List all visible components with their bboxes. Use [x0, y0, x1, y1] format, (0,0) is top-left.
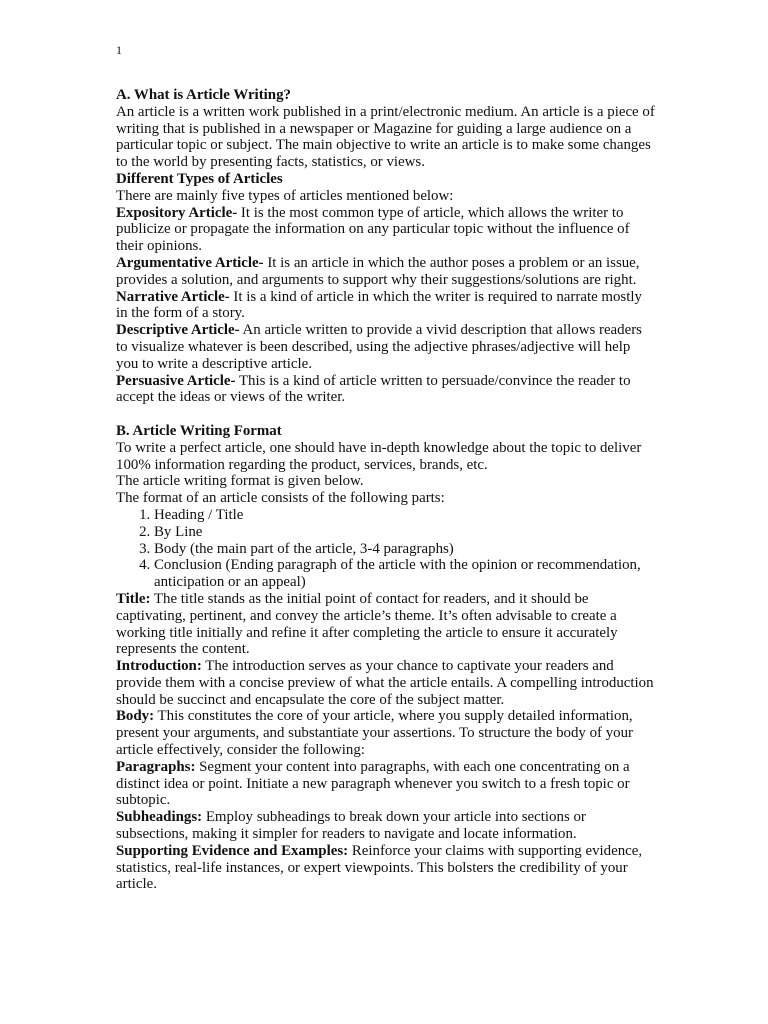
type-descriptive: Descriptive Article- An article written to provide a vivid description that allows readers to visualize whatever is been described, using the adjective phrases/adjective will help you to write a descriptive article.	[116, 322, 642, 372]
section-spacer	[116, 406, 656, 423]
page-number: 1	[116, 43, 122, 57]
definition-subheadings: Subheadings: Employ subheadings to break down your article into sections or subsections, making it simpler for readers to navigate and locate information.	[116, 809, 586, 843]
section-b-heading: B. Article Writing Format	[116, 422, 282, 439]
type-persuasive: Persuasive Article- This is a kind of article written to persuade/convince the reader to accept the ideas or views of the writer.	[116, 372, 631, 406]
section-a-intro: An article is a written work published in a print/electronic medium. An article is a piece of writing that is published in a newspaper or Magazine for guiding a large audience on a particular topic or subject. The main objective to write an article is to make some changes to the world by presenting facts, statistics, or views.	[116, 103, 655, 171]
type-expository: Expository Article- It is the most common type of article, which allows the writer to publicize or propagate the information on any particular topic without the influence of their opinions.	[116, 204, 630, 255]
types-intro: There are mainly five types of articles mentioned below:	[116, 187, 454, 204]
definition-body: Body: This constitutes the core of your article, where you supply detailed information, present your arguments, and substantiate your assertions. To structure the body of your article effectively, consider the following:	[116, 708, 633, 759]
definition-title: Title: The title stands as the initial point of contact for readers, and it should be captivating, pertinent, and convey the article’s theme. It’s often advisable to create a working title initially and refine it after completing the article to ensure it accurately represents the content.	[116, 590, 618, 658]
document-body	[116, 87, 656, 893]
types-heading: Different Types of Articles	[116, 170, 283, 187]
section-b-intro: To write a perfect article, one should have in-depth knowledge about the topic to deliver 100% information regarding the product, services, brands, etc.	[116, 439, 642, 473]
list-item: 1. Heading / Title	[154, 507, 656, 524]
format-parts-list	[116, 507, 656, 591]
list-item: 3. Body (the main part of the article, 3-4 paragraphs)	[154, 541, 656, 558]
definition-paragraphs: Paragraphs: Segment your content into paragraphs, with each one concentrating on a distinct idea or point. Initiate a new paragraph whenever you switch to a fresh topic or subtopic.	[116, 758, 630, 809]
definition-supporting-evidence: Supporting Evidence and Examples: Reinforce your claims with supporting evidence, statistics, real-life instances, or expert viewpoints. This bolsters the credibility of your article.	[116, 842, 643, 893]
list-item: 4. Conclusion (Ending paragraph of the article with the opinion or recommendation, anticipation or an appeal)	[154, 557, 656, 591]
parts-intro: The format of an article consists of the following parts:	[116, 490, 445, 507]
section-a-heading: A. What is Article Writing?	[116, 87, 291, 103]
list-item: 2. By Line	[154, 524, 656, 541]
format-given: The article writing format is given below.	[116, 473, 364, 490]
type-narrative: Narrative Article- It is a kind of article in which the writer is required to narrate mostly in the form of a story.	[116, 288, 642, 322]
type-argumentative: Argumentative Article- It is an article in which the author poses a problem or an issue, provides a solution, and arguments to support why their suggestions/solutions are right.	[116, 254, 640, 288]
definition-introduction: Introduction: The introduction serves as your chance to captivate your readers and provide them with a concise preview of what the article entails. A compelling introduction should be succinct and encapsulate the core of the subject matter.	[116, 658, 654, 708]
